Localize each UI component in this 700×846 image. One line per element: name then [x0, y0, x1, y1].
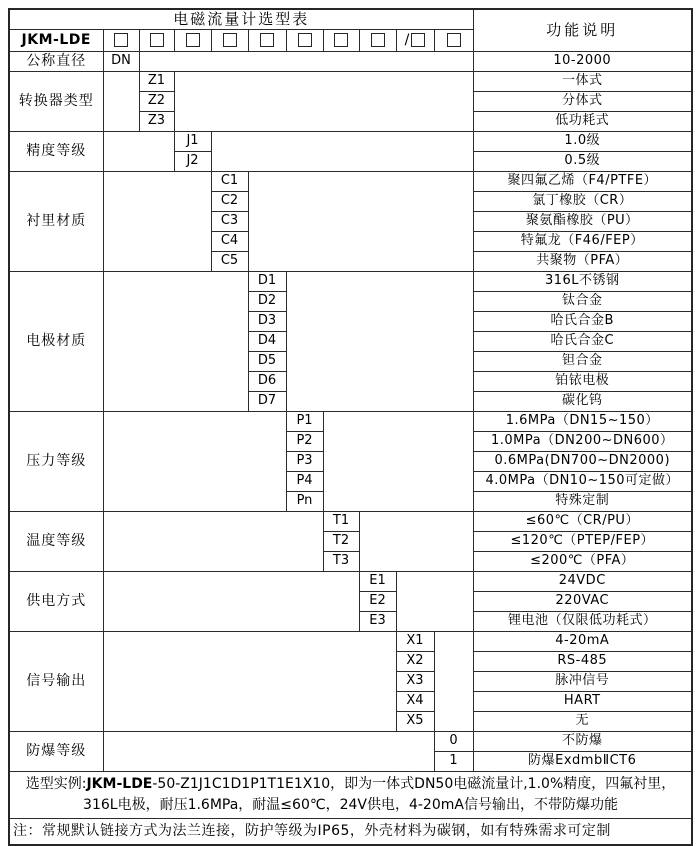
spacer-cell [139, 52, 473, 72]
spacer-cell [103, 272, 248, 412]
code-cell: Pn [286, 492, 323, 512]
code-cell: D1 [248, 272, 286, 292]
section-label: 温度等级 [9, 512, 103, 572]
spacer-cell [103, 572, 359, 632]
table-row [9, 412, 692, 432]
description-cell: 特殊定制 [473, 492, 692, 512]
model-code-box-3 [174, 30, 211, 52]
description-cell: ≤60℃（CR/PU） [473, 512, 692, 532]
description-cell: 特氟龙（F46/FEP） [473, 232, 692, 252]
description-cell: 1.0MPa（DN200~DN600） [473, 432, 692, 452]
code-cell: E3 [359, 612, 396, 632]
spacer-cell [248, 172, 473, 272]
code-cell: P3 [286, 452, 323, 472]
table-row [9, 632, 692, 652]
code-cell: C5 [211, 252, 248, 272]
table-title: 电磁流量计选型表 [9, 9, 473, 30]
description-cell: RS-485 [473, 652, 692, 672]
code-cell: D3 [248, 312, 286, 332]
model-code-box-5 [248, 30, 286, 52]
description-cell: 铂铱电极 [473, 372, 692, 392]
table-row [9, 72, 692, 92]
spacer-cell [103, 172, 211, 272]
code-cell: E2 [359, 592, 396, 612]
code-cell: D5 [248, 352, 286, 372]
section-label: 精度等级 [9, 132, 103, 172]
spacer-cell [396, 572, 473, 632]
section-label: 信号输出 [9, 632, 103, 732]
code-cell: DN [103, 52, 139, 72]
example-line-1 [10, 774, 691, 795]
model-code-box-1 [103, 30, 139, 52]
code-cell: D4 [248, 332, 286, 352]
spacer-cell [103, 132, 174, 172]
description-cell: 10-2000 [473, 52, 692, 72]
model-code-box-10 [434, 30, 473, 52]
code-cell: D2 [248, 292, 286, 312]
spacer-cell [103, 732, 434, 772]
model-code-box-2 [139, 30, 174, 52]
model-code-box-9 [396, 30, 434, 52]
function-description-header: 功能说明 [473, 9, 692, 52]
code-cell: X5 [396, 712, 434, 732]
code-cell: P4 [286, 472, 323, 492]
section-label: 供电方式 [9, 572, 103, 632]
description-cell: 4-20mA [473, 632, 692, 652]
code-cell: P2 [286, 432, 323, 452]
code-cell: 1 [434, 752, 473, 772]
code-cell: X1 [396, 632, 434, 652]
selection-example-cell [9, 772, 692, 819]
example-line-2: 316L电极，耐压1.6MPa，耐温≤60℃，24V供电，4-20mA信号输出，不带防爆功能 [83, 797, 618, 813]
description-cell: 聚四氟乙烯（F4/PTFE） [473, 172, 692, 192]
checkbox-placeholder-icon [150, 33, 164, 47]
description-cell: 脉冲信号 [473, 672, 692, 692]
table-row [9, 272, 692, 292]
description-cell: 分体式 [473, 92, 692, 112]
title-row [9, 9, 692, 30]
code-cell: Z3 [139, 112, 174, 132]
spacer-cell [174, 72, 473, 132]
slash-separator: / [404, 32, 410, 49]
checkbox-placeholder-icon [447, 33, 461, 47]
description-cell: 共聚物（PFA） [473, 252, 692, 272]
description-cell: 碳化钨 [473, 392, 692, 412]
checkbox-placeholder-icon [186, 33, 200, 47]
section-label: 防爆等级 [9, 732, 103, 772]
checkbox-placeholder-icon [334, 33, 348, 47]
model-code-box-8 [359, 30, 396, 52]
description-cell: 不防爆 [473, 732, 692, 752]
note-text: 注：常规默认链接方式为法兰连接，防护等级为IP65，外壳材料为碳钢，如有特殊需求可定制 [9, 819, 692, 846]
section-label: 转换器类型 [9, 72, 103, 132]
description-cell: 4.0MPa（DN10~150可定做） [473, 472, 692, 492]
description-cell: 锂电池（仅限低功耗式） [473, 612, 692, 632]
code-cell: D6 [248, 372, 286, 392]
spacer-cell [103, 72, 139, 132]
description-cell: 聚氨酯橡胶（PU） [473, 212, 692, 232]
code-cell: J1 [174, 132, 211, 152]
code-cell: C4 [211, 232, 248, 252]
code-cell: Z1 [139, 72, 174, 92]
example-prefix: 选型实例: [25, 776, 87, 792]
description-cell: HART [473, 692, 692, 712]
description-cell: 316L不锈钢 [473, 272, 692, 292]
description-cell: 钛合金 [473, 292, 692, 312]
description-cell: 24VDC [473, 572, 692, 592]
spacer-cell [103, 512, 323, 572]
description-cell: 1.6MPa（DN15~150） [473, 412, 692, 432]
spacer-cell [103, 412, 286, 512]
code-cell: C1 [211, 172, 248, 192]
description-cell: 无 [473, 712, 692, 732]
code-cell: C2 [211, 192, 248, 212]
flowmeter-selection-table [8, 8, 693, 846]
example-model: JKM-LDE [86, 776, 153, 792]
spacer-cell [323, 412, 473, 512]
model-code-box-6 [286, 30, 323, 52]
code-cell: C3 [211, 212, 248, 232]
code-cell: E1 [359, 572, 396, 592]
model-code-box-7 [323, 30, 359, 52]
checkbox-placeholder-icon [298, 33, 312, 47]
selection-example-row [9, 772, 692, 819]
description-cell: 哈氏合金B [473, 312, 692, 332]
example-code-string: -50-Z1J1C1D1P1T1E1X10，即为一体式DN50电磁流量计,1.0%精度，四氟衬里， [152, 776, 676, 792]
code-cell: D7 [248, 392, 286, 412]
spacer-cell [286, 272, 473, 412]
description-cell: ≤200℃（PFA） [473, 552, 692, 572]
spacer-cell [359, 512, 473, 572]
code-cell: T3 [323, 552, 359, 572]
section-label: 电极材质 [9, 272, 103, 412]
description-cell: 1.0级 [473, 132, 692, 152]
checkbox-placeholder-icon [411, 33, 425, 47]
table-row [9, 172, 692, 192]
code-cell: T1 [323, 512, 359, 532]
code-cell: Z2 [139, 92, 174, 112]
description-cell: 低功耗式 [473, 112, 692, 132]
code-cell: X4 [396, 692, 434, 712]
description-cell: 防爆ExdmbⅡCT6 [473, 752, 692, 772]
description-cell: 0.6MPa(DN700~DN2000) [473, 452, 692, 472]
description-cell: 氯丁橡胶（CR） [473, 192, 692, 212]
section-label: 压力等级 [9, 412, 103, 512]
description-cell: 哈氏合金C [473, 332, 692, 352]
code-cell: P1 [286, 412, 323, 432]
table-row [9, 512, 692, 532]
model-code-box-4 [211, 30, 248, 52]
description-cell: 220VAC [473, 592, 692, 612]
description-cell: 一体式 [473, 72, 692, 92]
table-row [9, 572, 692, 592]
section-label: 公称直径 [9, 52, 103, 72]
note-row [9, 819, 692, 846]
section-label: 衬里材质 [9, 172, 103, 272]
code-cell: X3 [396, 672, 434, 692]
table-row [9, 52, 692, 72]
description-cell: 0.5级 [473, 152, 692, 172]
table-row [9, 732, 692, 752]
code-cell: X2 [396, 652, 434, 672]
model-prefix: JKM-LDE [9, 30, 103, 52]
code-cell: 0 [434, 732, 473, 752]
checkbox-placeholder-icon [371, 33, 385, 47]
checkbox-placeholder-icon [114, 33, 128, 47]
description-cell: 钽合金 [473, 352, 692, 372]
spacer-cell [211, 132, 473, 172]
spacer-cell [103, 632, 396, 732]
code-cell: J2 [174, 152, 211, 172]
checkbox-placeholder-icon [223, 33, 237, 47]
table-row [9, 132, 692, 152]
description-cell: ≤120℃（PTEP/FEP） [473, 532, 692, 552]
code-cell: T2 [323, 532, 359, 552]
checkbox-placeholder-icon [260, 33, 274, 47]
spacer-cell [434, 632, 473, 732]
